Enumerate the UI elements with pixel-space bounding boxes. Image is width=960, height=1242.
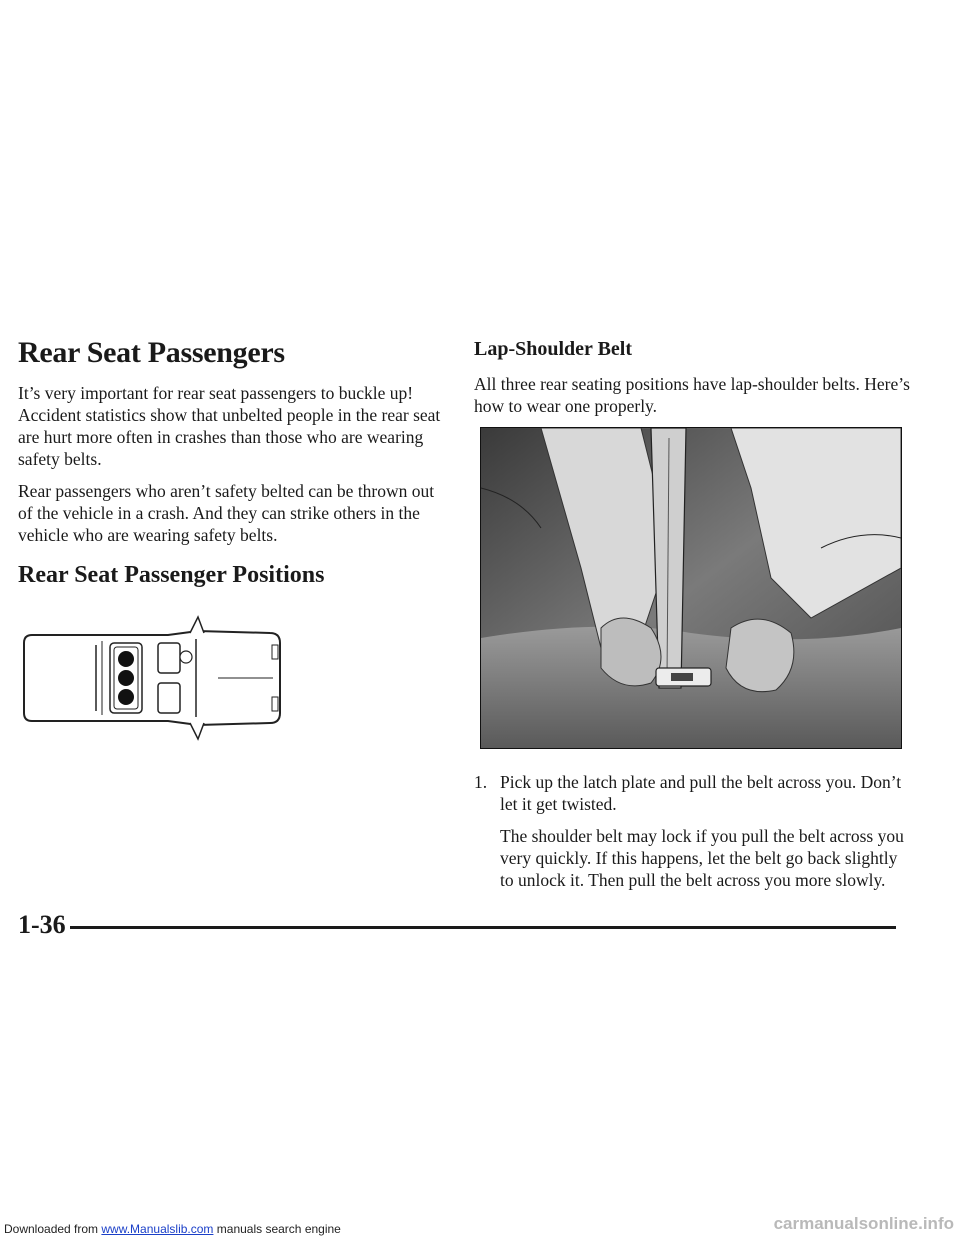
vehicle-seating-diagram-icon bbox=[18, 603, 298, 753]
site-watermark: carmanualsonline.info bbox=[773, 1214, 954, 1233]
paragraph-thrown-out: Rear passengers who aren’t safety belted can be thrown out of the vehicle in a crash. And they can strike others in the vehicle who are wearing safety belts. bbox=[18, 481, 435, 545]
belt-intro: All three rear seating positions have lap-shoulder belts. Here’s how to wear one properly. bbox=[474, 374, 910, 416]
left-column bbox=[18, 336, 450, 753]
right-column bbox=[474, 338, 914, 891]
step-note: The shoulder belt may lock if you pull the belt across you very quickly. If this happens, let the belt go back slightly to unlock it. Then pull the belt across you more slowly. bbox=[500, 826, 904, 890]
step-number: 1. bbox=[474, 772, 488, 792]
page-number: 1-36 bbox=[18, 910, 66, 939]
watermark-prefix: Downloaded from bbox=[4, 1222, 102, 1236]
paragraph-buckle-up: It’s very important for rear seat passengers to buckle up! Accident statistics show that unbelted people in the rear seat are hurt more often in crashes than those who are wearing safety belts. bbox=[18, 383, 441, 469]
list-item bbox=[474, 771, 914, 815]
instruction-steps bbox=[474, 771, 914, 815]
manualslib-link[interactable]: www.Manualslib.com bbox=[101, 1222, 214, 1236]
buckling-belt-illustration bbox=[480, 427, 902, 749]
download-watermark bbox=[4, 1222, 341, 1236]
watermark-suffix: manuals search engine bbox=[213, 1222, 341, 1236]
section-heading: Rear Seat Passengers bbox=[18, 336, 285, 369]
step-text: Pick up the latch plate and pull the belt across you. Don’t let it get twisted. bbox=[500, 772, 902, 814]
subsection-heading: Rear Seat Passenger Positions bbox=[18, 562, 325, 588]
belt-heading: Lap-Shoulder Belt bbox=[474, 338, 632, 360]
footer-divider bbox=[70, 926, 896, 929]
